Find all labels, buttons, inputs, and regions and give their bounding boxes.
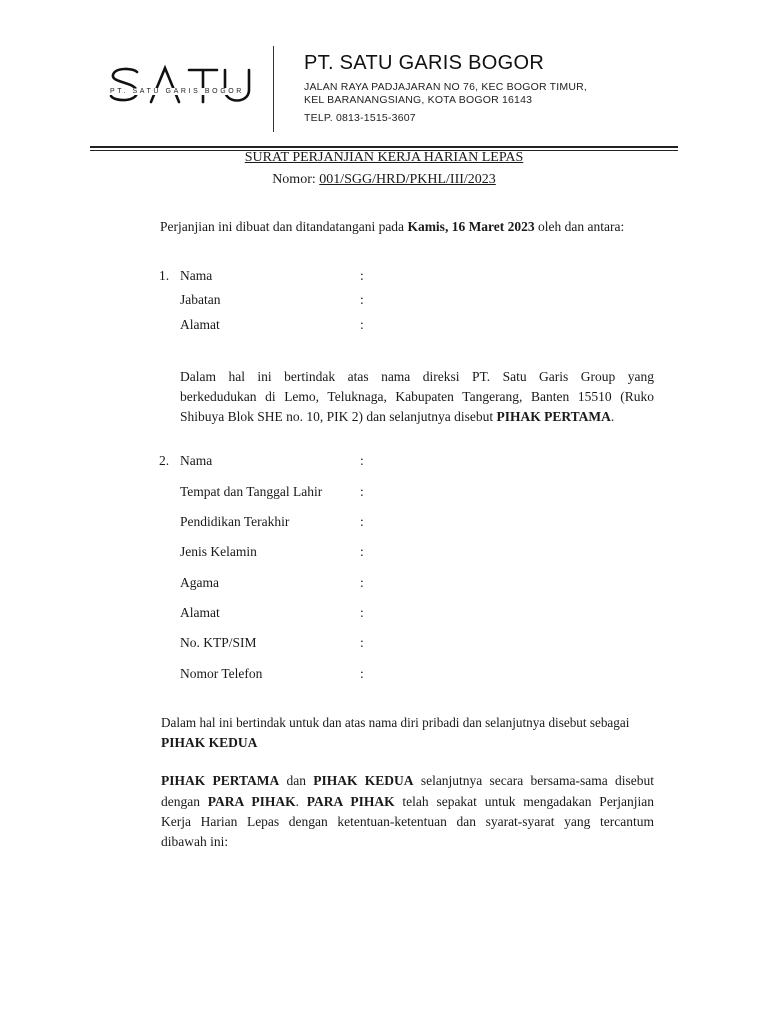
phone-number: TELP. 0813-1515-3607 — [304, 112, 416, 124]
party2-field-ktp: No. KTP/SIM — [180, 635, 257, 650]
party1-paragraph-line-2: berkedudukan di Lemo, Teluknaga, Kabupaten Tangerang, Banten 15510 (Ruko — [180, 389, 654, 404]
party1-colon-jabatan: : — [360, 292, 364, 307]
closing-pihak-kedua: PIHAK KEDUA — [313, 773, 414, 788]
closing-text-4: . — [295, 794, 307, 809]
pihak-kedua-label: PIHAK KEDUA — [161, 735, 258, 750]
intro-text-before: Perjanjian ini dibuat dan ditandatangani pada — [160, 219, 408, 234]
header-rule-thick — [90, 146, 678, 148]
company-name: PT. SATU GARIS BOGOR — [304, 52, 545, 74]
party2-field-pendidikan: Pendidikan Terakhir — [180, 514, 290, 529]
closing-text-3: dengan — [161, 794, 208, 809]
address-line-1: JALAN RAYA PADJAJARAN NO 76, KEC BOGOR TIMUR, — [304, 81, 588, 93]
closing-text-5: telah sepakat untuk mengadakan Perjanjian — [394, 794, 655, 809]
party2-field-alamat: Alamat — [180, 605, 220, 620]
party2-field-telefon: Nomor Telefon — [180, 666, 263, 681]
party1-field-alamat: Alamat — [180, 317, 220, 332]
document-number — [0, 172, 768, 188]
closing-line-4: dibawah ini: — [161, 834, 229, 849]
agreement-date: Kamis, 16 Maret 2023 — [407, 219, 535, 234]
closing-line-3: Kerja Harian Lepas dengan ketentuan-ketentuan dan syarat-syarat yang tercantum — [161, 814, 654, 829]
party2-field-nama: Nama — [180, 453, 213, 468]
intro-text-after: oleh dan antara: — [534, 219, 625, 234]
logo-subtext: PT. SATU GARIS BOGOR — [110, 88, 244, 95]
party2-field-agama: Agama — [180, 575, 219, 590]
address-line-2: KEL BARANANGSIANG, KOTA BOGOR 16143 — [304, 94, 533, 106]
closing-line-1 — [161, 773, 654, 789]
satu-logo-graphic — [107, 58, 252, 113]
document-title: SURAT PERJANJIAN KERJA HARIAN LEPAS — [244, 150, 524, 165]
party2-colon-pendidikan: : — [360, 514, 364, 529]
party1-paragraph-line-3 — [180, 409, 614, 425]
party2-colon-alamat: : — [360, 605, 364, 620]
party2-colon-jenis-kelamin: : — [360, 544, 364, 559]
party1-paragraph-line-1: Dalam hal ini bertindak atas nama direksi PT. Satu Garis Group yang — [180, 369, 654, 384]
nomor-label: Nomor: — [272, 172, 320, 187]
party2-number: 2. — [159, 453, 170, 468]
closing-text-2: selanjutnya secara bersama-sama disebut — [413, 773, 654, 788]
party2-paragraph-line-1: Dalam hal ini bertindak untuk dan atas nama diri pribadi dan selanjutnya disebut sebagai — [161, 715, 630, 730]
letterhead-divider — [273, 46, 274, 132]
party2-field-jenis-kelamin: Jenis Kelamin — [180, 544, 257, 559]
closing-text-1: dan — [279, 773, 314, 788]
company-logo — [107, 58, 252, 113]
party1-para-text: Shibuya Blok SHE no. 10, PIK 2) dan selanjutnya disebut — [180, 409, 497, 424]
party1-colon-nama: : — [360, 268, 364, 283]
nomor-value: 001/SGG/HRD/PKHL/III/2023 — [319, 172, 496, 187]
intro-sentence — [160, 219, 624, 235]
closing-para-pihak-1: PARA PIHAK — [207, 794, 296, 809]
closing-line-2 — [161, 794, 654, 810]
party2-colon-ktp: : — [360, 635, 364, 650]
party1-field-jabatan: Jabatan — [180, 292, 221, 307]
party1-number: 1. — [159, 268, 170, 283]
party1-para-end: . — [610, 409, 615, 424]
party1-field-nama: Nama — [180, 268, 213, 283]
closing-para-pihak-2: PARA PIHAK — [306, 794, 395, 809]
party2-colon-ttl: : — [360, 484, 364, 499]
party1-colon-alamat: : — [360, 317, 364, 332]
pihak-pertama-label: PIHAK PERTAMA — [496, 409, 611, 424]
party2-colon-agama: : — [360, 575, 364, 590]
party2-colon-nama: : — [360, 453, 364, 468]
party2-field-ttl: Tempat dan Tanggal Lahir — [180, 484, 323, 499]
party2-colon-telefon: : — [360, 666, 364, 681]
closing-pihak-pertama: PIHAK PERTAMA — [161, 773, 280, 788]
